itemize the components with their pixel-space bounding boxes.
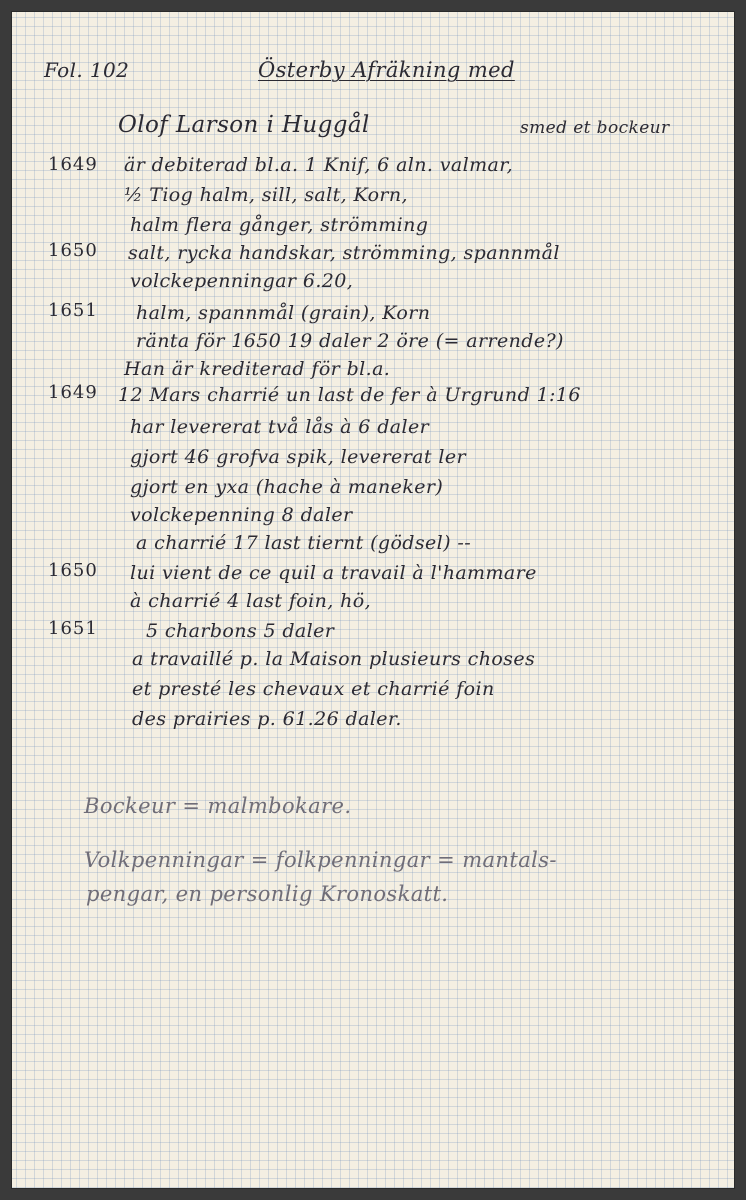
occupation-note: smed et bockeur bbox=[520, 118, 670, 138]
entry-year: 1651 bbox=[48, 618, 98, 639]
name-line: Olof Larson i Huggål bbox=[118, 112, 370, 138]
page-title: Österby Afräkning med bbox=[258, 58, 515, 82]
entry-line: har levererat två lås à 6 daler bbox=[130, 416, 430, 438]
entry-line: salt, rycka handskar, strömming, spannmål bbox=[128, 242, 560, 264]
entry-line: ränta för 1650 19 daler 2 öre (= arrende?) bbox=[136, 330, 564, 352]
entry-line: a charrié 17 last tiernt (gödsel) -- bbox=[136, 532, 472, 554]
entry-year: 1649 bbox=[48, 382, 98, 403]
entry-line: är debiterad bl.a. 1 Knif, 6 aln. valmar, bbox=[124, 154, 514, 176]
entry-line: halm, spannmål (grain), Korn bbox=[136, 302, 431, 324]
pencil-note: pengar, en personlig Kronoskatt. bbox=[86, 882, 449, 906]
entry-line: 5 charbons 5 daler bbox=[146, 620, 335, 642]
entry-year: 1649 bbox=[48, 154, 98, 175]
entry-year: 1651 bbox=[48, 300, 98, 321]
entry-line: 12 Mars charrié un last de fer à Urgrund 1:16 bbox=[118, 384, 581, 406]
entry-line: halm flera gånger, strömming bbox=[130, 214, 429, 236]
entry-line: a travaillé p. la Maison plusieurs choses bbox=[132, 648, 536, 670]
entry-line: à charrié 4 last foin, hö, bbox=[130, 590, 372, 612]
entry-line: gjort 46 grofva spik, levererat ler bbox=[130, 446, 466, 468]
entry-year: 1650 bbox=[48, 240, 98, 261]
entry-line: volckepenning 8 daler bbox=[130, 504, 353, 526]
entry-line: gjort en yxa (hache à maneker) bbox=[130, 476, 444, 498]
entry-line: des prairies p. 61.26 daler. bbox=[132, 708, 402, 730]
folio-number: Fol. 102 bbox=[44, 58, 130, 82]
pencil-note: Volkpenningar = folkpenningar = mantals- bbox=[84, 848, 557, 872]
notebook-page bbox=[12, 12, 734, 1188]
entry-line: lui vient de ce quil a travail à l'hammare bbox=[130, 562, 537, 584]
entry-year: 1650 bbox=[48, 560, 98, 581]
entry-line: volckepenningar 6.20, bbox=[130, 270, 354, 292]
entry-line: Han är krediterad för bl.a. bbox=[124, 358, 391, 380]
pencil-note: Bockeur = malmbokare. bbox=[84, 794, 352, 818]
entry-line: ½ Tiog halm, sill, salt, Korn, bbox=[124, 184, 408, 206]
entry-line: et presté les chevaux et charrié foin bbox=[132, 678, 495, 700]
